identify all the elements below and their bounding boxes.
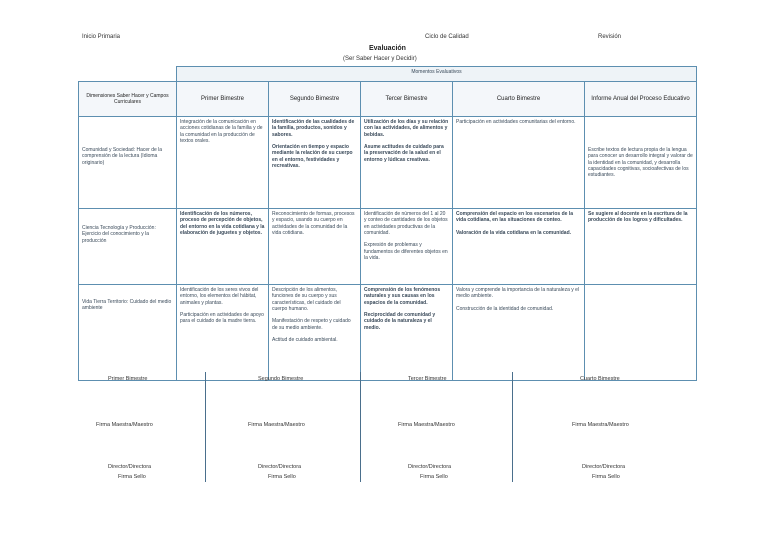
table-cell: Escribe textos de lectura propia de la lengua para conocer un desarrollo integral y valorar de la identidad en la comunidad, y desarrolla capacidades cognitivas, socioafectivas de los estudiantes.	[585, 117, 697, 209]
signature-header-3: Tercer Bimestre	[408, 376, 447, 382]
signature-header-2: Segundo Bimestre	[258, 376, 304, 382]
table-cell: Comprensión del espacio en los escenarios de la vida cotidiana, en las situaciones de conteo. Valoración de la vida cotidiana en la comunidad.	[453, 209, 585, 285]
table-cell	[585, 285, 697, 381]
row-label-2: Ciencia Tecnología y Producción: Ejercicio del conocimiento y la producción	[79, 209, 177, 285]
table-cell: Utilización de los días y su relación con las actividades, de alimentos y bebidas. Asume actitudes de cuidado para la preservación de la salud en el entorno y lúdicas creativas.	[361, 117, 453, 209]
table-cell: Descripción de los alimentos, funciones de su cuerpo y sus características, del cuidado del cuerpo humano. Manifestación de respeto y cuidado de su medio ambiente. Actitud de cuidado ambiental.	[269, 285, 361, 381]
table-cell: Comprensión de los fenómenos naturales y sus causas en los espacios de la comunidad. Reciprocidad de comunidad y cuidado de la naturaleza y el medio.	[361, 285, 453, 381]
table-cell: Reconocimiento de formas, procesos y espacio, usando su cuerpo en actividades de la comunidad de la vida cotidiana.	[269, 209, 361, 285]
signature-header-1: Primer Bimestre	[108, 376, 148, 382]
director-signature-1: Director/Directora	[108, 464, 152, 470]
group-header: Momentos Evaluativos	[177, 67, 697, 82]
director-signature-2: Director/Directora	[258, 464, 302, 470]
row-label-3: Vida Tierra Territorio: Cuidado del medio ambiente	[79, 285, 177, 381]
teacher-signature-2: Firma Maestra/Maestro	[248, 422, 305, 428]
signature-divider	[360, 372, 361, 482]
seal-1: Firma Sello	[118, 474, 146, 480]
header-center: Ciclo de Calidad	[425, 34, 469, 40]
teacher-signature-1: Firma Maestra/Maestro	[96, 422, 153, 428]
director-signature-3: Director/Directora	[408, 464, 452, 470]
column-header-3: Tercer Bimestre	[361, 82, 453, 117]
director-signature-4: Director/Directora	[582, 464, 626, 470]
table-cell: Integración de la comunicación en acciones cotidianas de la familia y de la comunidad en la producción de textos orales.	[177, 117, 269, 209]
seal-3: Firma Sello	[420, 474, 448, 480]
table-cell: Se sugiere al docente en la escritura de la producción de los logros y dificultades.	[585, 209, 697, 285]
corner-label: Dimensiones Saber Hacer y Campos Curriculares	[79, 82, 177, 117]
table-cell: Identificación de las cualidades de la familia, productos, sonidos y sabores. Orientación en tiempo y espacio mediante la relación de su cuerpo en el entorno, festividades y recreativas.	[269, 117, 361, 209]
table-cell: Identificación de los números, proceso de percepción de objetos, del entorno en la vida cotidiana y la elaboración de juguetes y objetos.	[177, 209, 269, 285]
header-right: Revisión	[598, 34, 622, 40]
teacher-signature-3: Firma Maestra/Maestro	[398, 422, 455, 428]
signature-divider	[512, 372, 513, 482]
seal-4: Firma Sello	[592, 474, 620, 480]
page-subtitle: (Ser Saber Hacer y Decidir)	[343, 56, 417, 62]
signature-divider	[205, 372, 206, 482]
table-cell: Valora y comprende la importancia de la naturaleza y el medio ambiente. Construcción de la identidad de comunidad.	[453, 285, 585, 381]
teacher-signature-4: Firma Maestra/Maestro	[572, 422, 629, 428]
table-cell: Identificación de números del 1 al 20 y conteo de cantidades de los objetos en actividades productivas de la comunidad. Expresión de problemas y fundamentos de diferentes objetos en la vida.	[361, 209, 453, 285]
column-header-2: Segundo Bimestre	[269, 82, 361, 117]
header-left: Inicio Primaria	[82, 34, 121, 40]
column-header-1: Primer Bimestre	[177, 82, 269, 117]
column-header-5: Informe Anual del Proceso Educativo	[585, 82, 697, 117]
table-cell: Identificación de los seres vivos del entorno, los elementos del hábitat, animales y plantas. Participación en actividades de apoyo para el cuidado de la madre tierra.	[177, 285, 269, 381]
page-title: Evaluación	[369, 45, 406, 52]
seal-2: Firma Sello	[268, 474, 296, 480]
column-header-4: Cuarto Bimestre	[453, 82, 585, 117]
evaluation-table	[78, 66, 697, 381]
table-cell: Participación en actividades comunitarias del entorno.	[453, 117, 585, 209]
row-label-1: Comunidad y Sociedad: Hacer de la comprensión de la lectura (Idioma originario)	[79, 117, 177, 209]
signature-header-4: Cuarto Bimestre	[580, 376, 620, 382]
